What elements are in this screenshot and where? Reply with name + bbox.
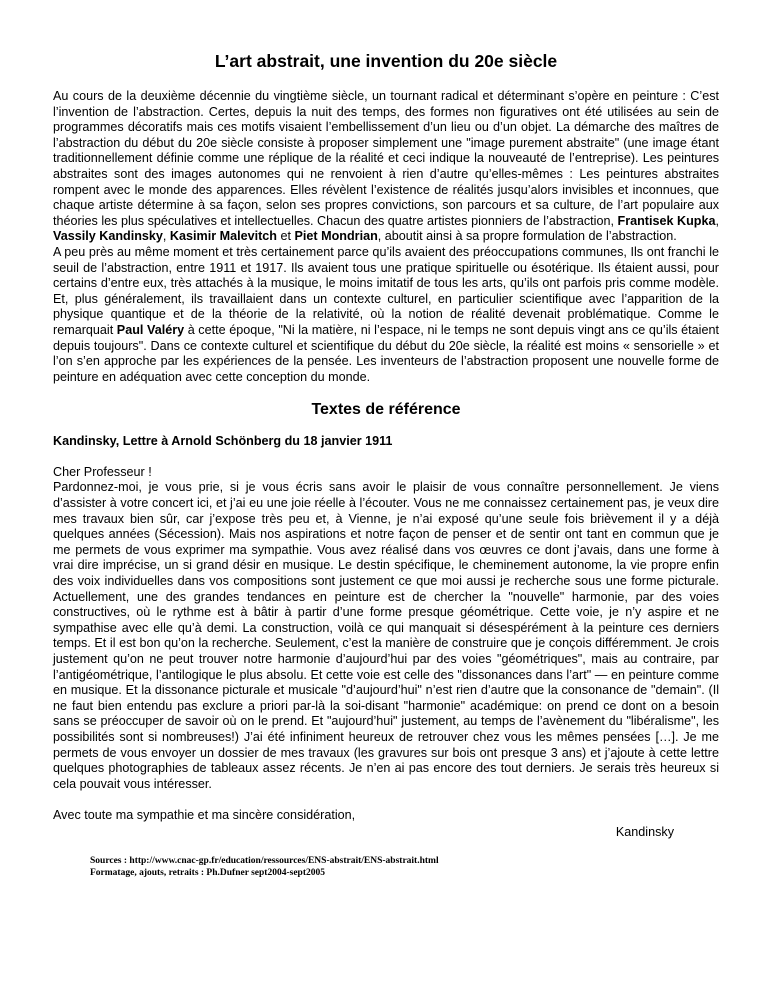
artist-malevitch: Kasimir Malevitch: [169, 229, 277, 244]
document-title: L’art abstrait, une invention du 20e siècle: [214, 51, 558, 71]
letter-title: Kandinsky, Lettre à Arnold Schönberg du 18 janvier 1911: [53, 434, 393, 449]
author-valery: Paul Valéry: [116, 322, 185, 337]
letter-body: Pardonnez-moi, je vous prie, si je vous écris sans avoir le plaisir de vous connaître personnellement. Je viens d’assister à votre concert ici, et j’ai eu une joie réelle à l’écouter. Vous ne me connaissez certainement pas, je veux dire mes travaux bien sûr, car j’expose très peu et, à Vienne, je n’ai exposé qu’une seule fois brièvement il y a déjà quelques années (Sécession). Mais nos aspirations et notre façon de penser et de sentir ont tant en commun que je me permets de vous exprimer ma sympathie. Vous avez réalisé dans vos œuvres ce dont j’avais, dans une forme à vrai dire imprécise, un si grand désir en musique. Le destin spécifique, le cheminement autonome, la vie propre enfin des voix individuelles dans vos compositions sont justement ce que moi aussi je recherche sous une forme picturale. Actuellement, une des grandes tendances en peinture est de chercher la "nouvelle" harmonie, par des voies constructives, où le rythme est à bâtir à partir d’une forme presque géométrique. Cette voie, je n’y aspire et ne sympathise avec elle qu’à demi. La construction, voilà ce qui manquait si désespérément à la peinture ces derniers temps. Et il est bon qu’on la recherche. Seulement, c’est la manière de construire que je conçois différemment. Je crois justement qu’on ne peut trouver notre harmonie d’aujourd’hui par des voies "géométriques", mais au contraire, par l’antigéométrique, l’antilogique le plus absolu. Et cette voie est celle des "dissonances dans l’art" — en peinture comme en musique. Et la dissonance picturale et musicale "d’aujourd’hui" n’est rien d’autre que la consonance de "demain". (Il ne faut bien entendu pas exclure a priori par-là la soi-disant "harmonie" académique: on prend ce dont on a besoin sans se préoccuper de savoir où on le prend. Et "aujourd’hui" justement, au temps de l’avènement du "libéralisme", les possibilités sont si nombreuses!) J’ai été infiniment heureux de retrouver chez vous les mêmes pensées […]. Je me permets de vous envoyer un dossier de mes travaux (les gravures sur bois ont presque 3 ans) et j’ajoute à cette lettre quelques photographies de tableaux assez récents. Je n’en ai pas encore des tout derniers. Je serais très heureux si cela pouvait vous intéresser.: [53, 480, 719, 791]
formatting-line: Formatage, ajouts, retraits : Ph.Dufner sept2004-sept2005: [90, 867, 325, 878]
footer-sources: [90, 855, 719, 879]
separator: et: [277, 229, 295, 244]
context-paragraph: [53, 245, 719, 385]
context-text: A peu près au même moment et très certainement parce qu’ils avaient des préoccupations communes, Ils ont franchi le seuil de l’abstraction, entre 1911 et 1917. Ils avaient tous une pratique spirituelle ou ésotérique. Ils étaient aussi, pour certains d’entre eux, très attachés à la musique, le moins imitatif de tous les arts, qu’ils ont parfois pris comme modèle. Et, plus généralement, ils travaillaient dans un contexte culturel, en particulier scientifique avec l’apparition de la physique quantique et de la théorie de la relativité, où la notion de réalité devenait problématique. Comme le remarquait: [53, 244, 719, 337]
intro-text: , aboutit ainsi à sa propre formulation de l’abstraction.: [377, 229, 677, 244]
letter-signature: Kandinsky: [615, 824, 674, 839]
separator: ,: [162, 229, 170, 244]
sources-line: Sources : http://www.cnac-gp.fr/education/ressources/ENS-abstrait/ENS-abstrait.html: [90, 855, 439, 866]
intro-text: Au cours de la deuxième décennie du vingtième siècle, un tournant radical et déterminant s’opère en peinture : C’est l’invention de l’abstraction. Certes, depuis la nuit des temps, des formes non figuratives ont été utilisées au sein de programmes décoratifs mais ces motifs visaient l’embellissement d’un lieu ou d’un objet. La démarche des maîtres de l’abstraction du début du 20e siècle consiste à proposer simplement une "image purement abstraite" (une image étant traditionnellement définie comme une réplique de la réalité et ceci indique la nouveauté de l’entreprise). Les peintures abstraites sont des images autonomes qui ne renvoient à rien d’autre qu’elles-mêmes : Les peintures abstraites rompent avec le monde des apparences. Elles révèlent l’existence de réalités jusqu’alors invisibles et inconnues, que chaque artiste détermine à sa façon, selon ses propres convictions, son parcours et sa culture, de l’art populaire aux théories les plus spéculatives et intellectuelles. Chacun des quatre artistes pionniers de l’abstraction,: [53, 89, 719, 228]
artist-kandinsky: Vassily Kandinsky: [53, 229, 163, 244]
separator: ,: [715, 213, 720, 228]
context-text: à cette époque, "Ni la matière, ni l’espace, ni le temps ne sont depuis vingt ans ce qu’ils étaient depuis toujours". Dans ce contexte culturel et scientifique du début du 20e siècle, la réalité est moins « sensorielle » et l’on s’en approche par les expériences de la pensée. Les inventeurs de l’abstraction proposent une nouvelle forme de peinture en adéquation avec cette conception du monde.: [53, 322, 719, 384]
intro-paragraph: [53, 89, 719, 245]
letter-salutation: Cher Professeur !: [53, 464, 152, 479]
letter-closing: Avec toute ma sympathie et ma sincère considération,: [53, 808, 356, 823]
document-page: [53, 0, 719, 879]
artist-mondrian: Piet Mondrian: [294, 229, 378, 244]
artist-kupka: Frantisek Kupka: [617, 213, 716, 228]
section-title: Textes de référence: [311, 401, 461, 419]
